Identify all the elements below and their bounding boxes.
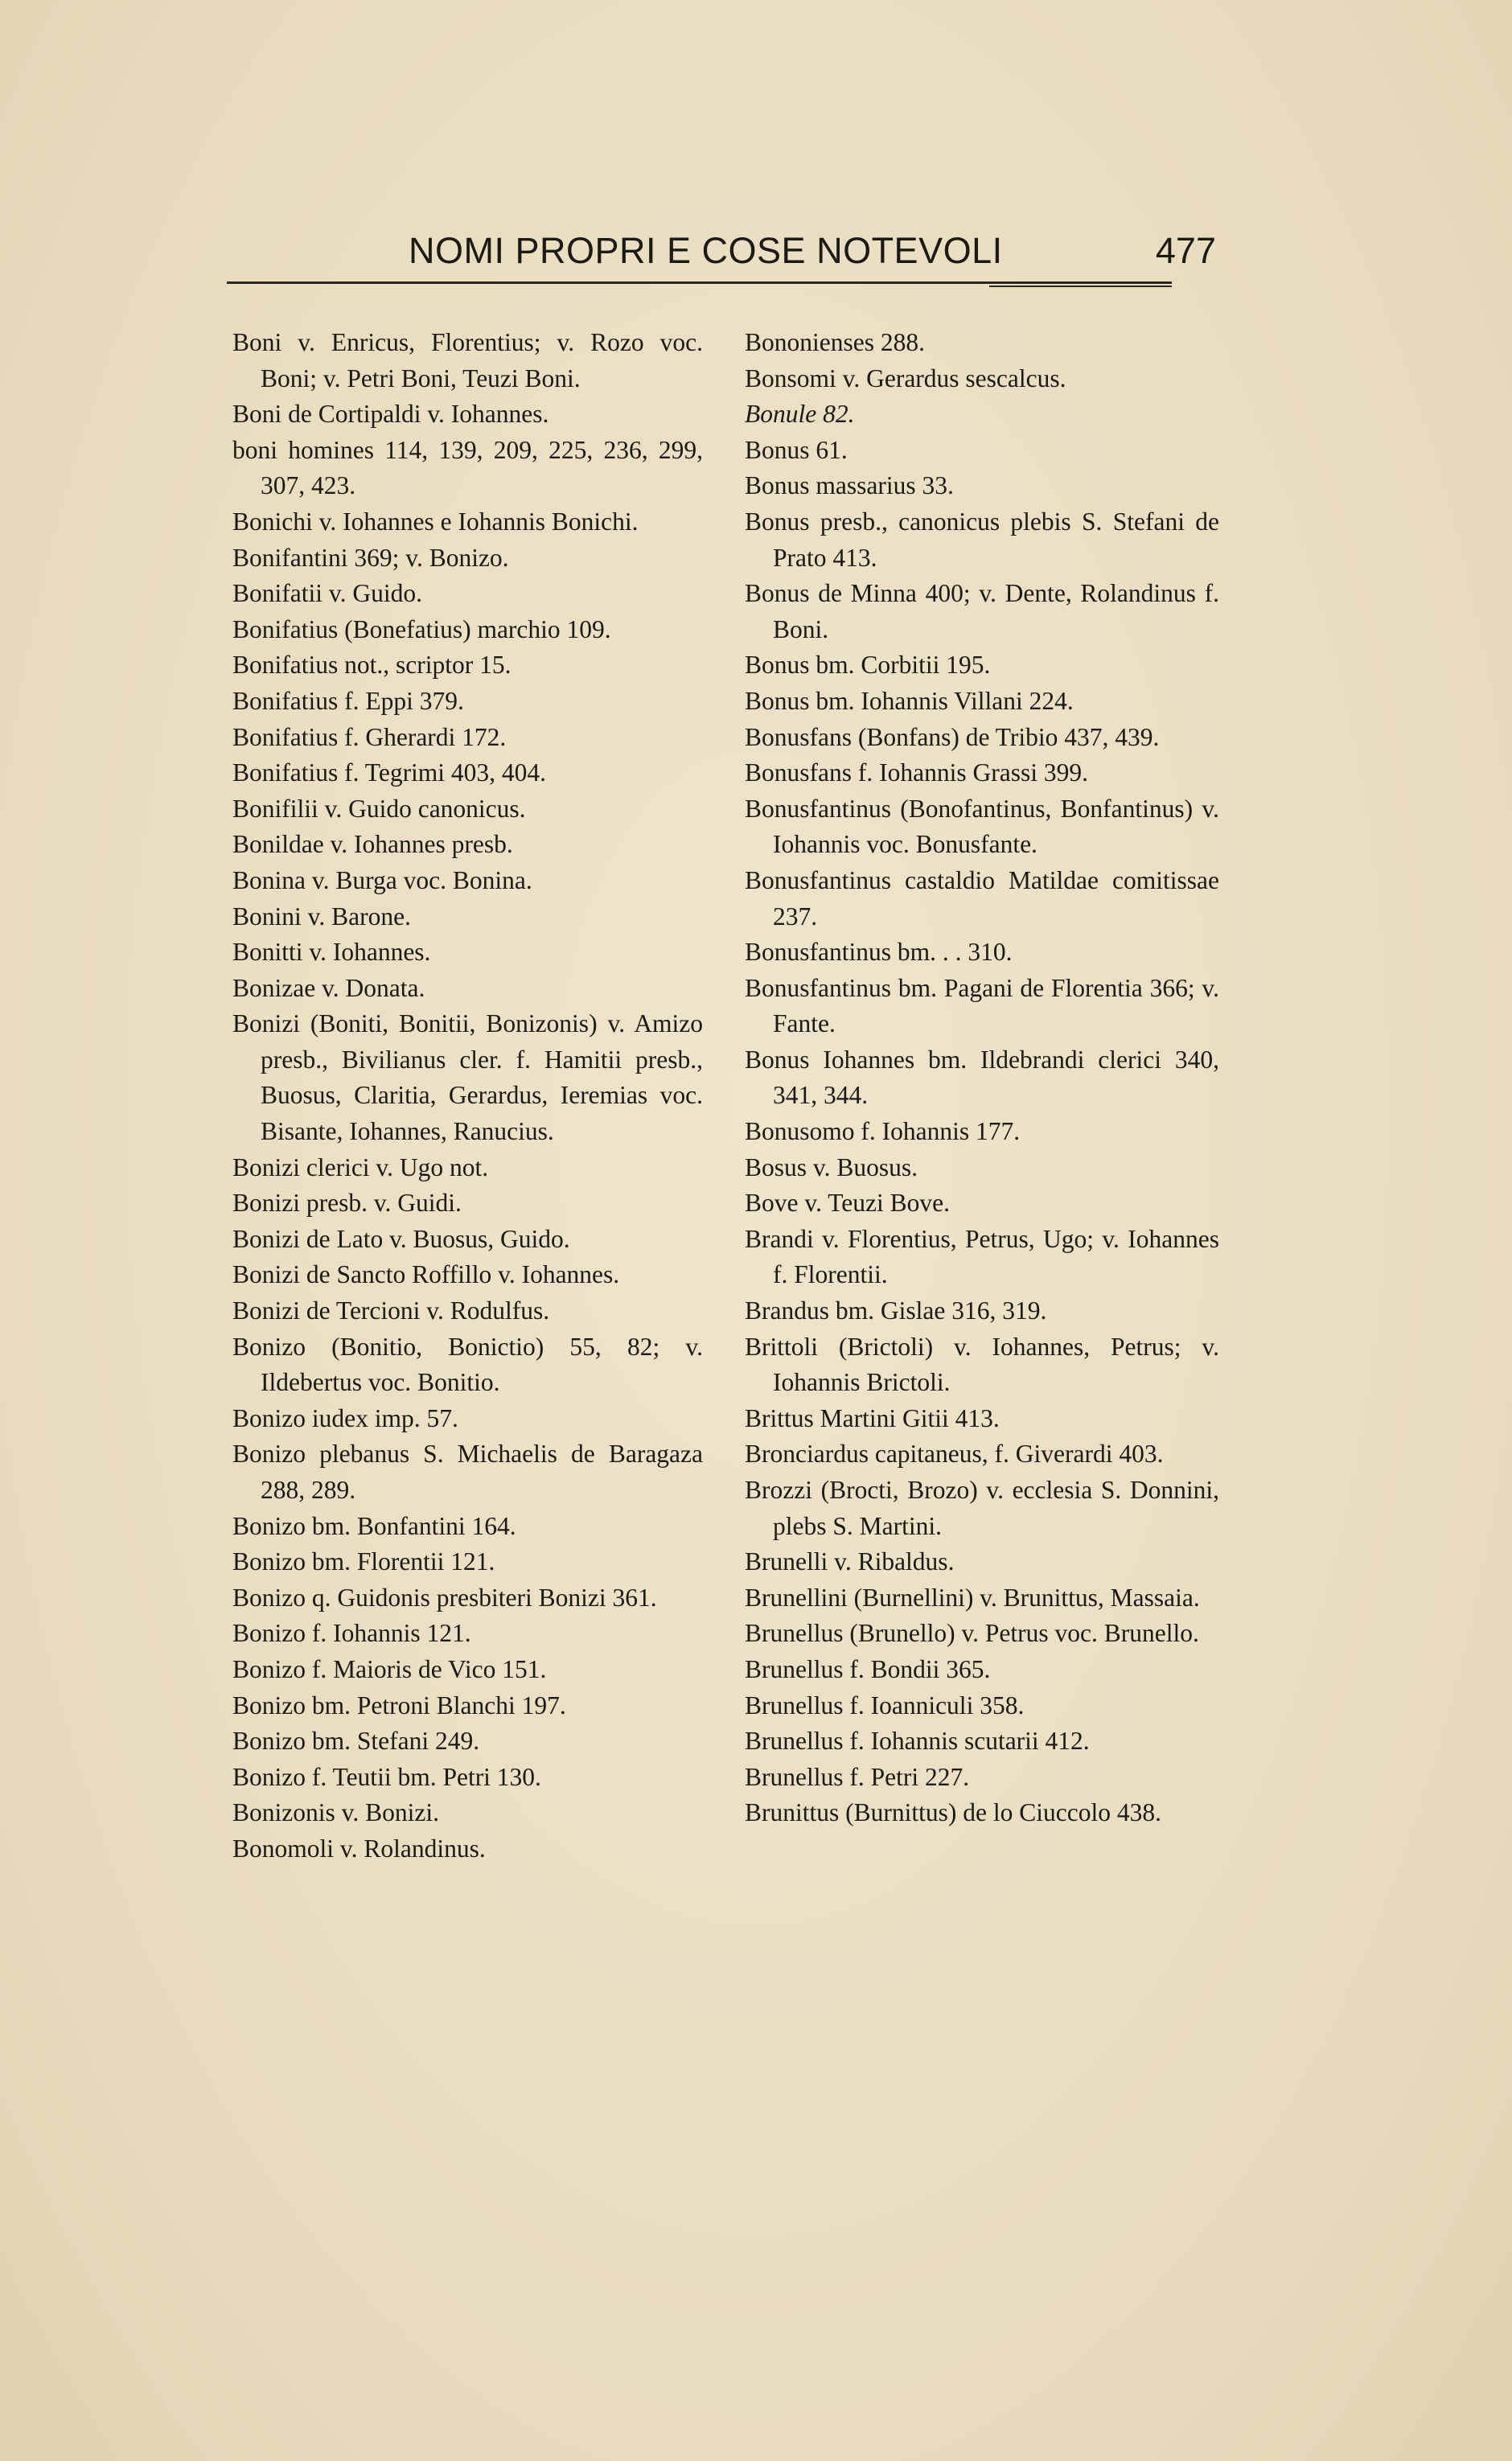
index-entry: Bonizo f. Iohannis 121. [232,1619,471,1648]
index-entry: Bonizi de Sancto Roffillo v. Iohannes. [232,1260,620,1289]
index-entry: Bonizo f. Teutii bm. Petri 130. [232,1762,541,1791]
index-entry: Bonus presb., canonicus plebis S. Stefani de Prato 413. [745,507,1219,572]
index-entry: Bonusfantinus bm. Pagani de Florentia 366; v. Fante. [745,973,1219,1038]
index-entry: Bronciardus capitaneus, f. Giverardi 403. [745,1440,1164,1469]
index-entry: Brunellus f. Petri 227. [745,1762,970,1791]
index-entry: Bonifatius f. Eppi 379. [232,686,464,715]
index-entry: Bonus Iohannes bm. Ildebrandi clerici 340, 341, 344. [745,1045,1219,1110]
index-entry: Bonizi clerici v. Ugo not. [232,1152,489,1181]
index-entry: Brittus Martini Gitii 413. [745,1403,1000,1432]
index-entry: Bonizi presb. v. Guidi. [232,1189,462,1218]
index-entry: Bove v. Teuzi Bove. [745,1189,950,1218]
index-entry: Bonomoli v. Rolandinus. [232,1834,486,1863]
index-entry: Bonizi de Lato v. Buosus, Guido. [232,1224,570,1253]
index-entry: Bonichi v. Iohannes e Iohannis Bonichi. [232,507,639,536]
index-entry: Bonusfantinus castaldio Matildae comitissae 237. [745,865,1219,931]
header-rule-double [989,286,1172,287]
index-entry: Bonizi de Tercioni v. Rodulfus. [232,1296,550,1325]
index-entry: Bonusfans f. Iohannis Grassi 399. [745,758,1088,787]
index-entry: Bonifantini 369; v. Bonizo. [232,543,509,572]
index-entry: Bonusfantinus bm. . . 310. [745,938,1013,967]
index-entry: Bononienses 288. [745,328,925,356]
index-entry: Brozzi (Brocti, Brozo) v. ecclesia S. Donnini, plebs S. Martini. [745,1476,1219,1540]
index-entry: Bonsomi v. Gerardus sescalcus. [745,364,1066,392]
index-entry: Bonifatius f. Gherardi 172. [232,722,507,751]
index-entry: Brandus bm. Gislae 316, 319. [745,1296,1047,1325]
index-entry: Bonizo bm. Florentii 121. [232,1547,495,1576]
index-entry: Bonizi (Boniti, Bonitii, Bonizonis) v. Amizo presb., Bivilianus cler. f. Hamitii presb., Buosus, Claritia, Gerardus, Ieremias voc. Bisante, Iohannes, Ranucius. [232,1009,703,1146]
index-entry: Bonina v. Burga voc. Bonina. [232,865,532,894]
index-entry: Brunellus (Brunello) v. Petrus voc. Brunello. [745,1619,1199,1648]
index-entry: Bonini v. Barone. [232,902,411,931]
page-number: 477 [1155,230,1216,271]
page-title: NOMI PROPRI E COSE NOTEVOLI [409,230,1003,271]
index-entry: Bonizo q. Guidonis presbiteri Bonizi 361. [232,1583,657,1612]
index-entry: Bonusfantinus (Bonofantinus, Bonfantinus) v. Iohannis voc. Bonusfante. [745,794,1219,859]
index-entry: Bosus v. Buosus. [745,1152,918,1181]
index-entry: Brunellus f. Bondii 365. [745,1654,991,1683]
index-entry: boni homines 114, 139, 209, 225, 236, 299, 307, 423. [232,435,703,500]
index-entry: Boni v. Enricus, Florentius; v. Rozo voc. Boni; v. Petri Boni, Teuzi Boni. [232,328,703,392]
index-entry: Bonus de Minna 400; v. Dente, Rolandinus f. Boni. [745,579,1219,643]
index-entry: Bonifatius f. Tegrimi 403, 404. [232,758,547,787]
index-entry: Bonizonis v. Bonizi. [232,1798,439,1827]
index-entry: Bonizae v. Donata. [232,973,425,1002]
index-entry: Bonus bm. Iohannis Villani 224. [745,686,1074,715]
index-entry: Bonildae v. Iohannes presb. [232,830,513,859]
index-entry: Bonizo (Bonitio, Bonictio) 55, 82; v. Ildebertus voc. Bonitio. [232,1332,703,1397]
index-entry: Brunellus f. Iohannis scutarii 412. [745,1727,1090,1756]
index-entry: Brunittus (Burnittus) de lo Ciuccolo 438. [745,1798,1161,1827]
index-entry: Bonus massarius 33. [745,471,954,500]
index-entry: Bonifatii v. Guido. [232,579,422,608]
index-entry: Bonifatius not., scriptor 15. [232,651,512,680]
index-entry: Bonizo bm. Petroni Blanchi 197. [232,1691,566,1719]
index-entry: Bonizo bm. Bonfantini 164. [232,1511,516,1540]
index-entry: Bonifatius (Bonefatius) marchio 109. [232,614,611,643]
index-column-right [745,325,1219,1831]
index-entry: Bonus bm. Corbitii 195. [745,651,991,680]
index-entry: Brittoli (Brictoli) v. Iohannes, Petrus; v. Iohannis Brictoli. [745,1332,1219,1397]
index-entry: Bonizo iudex imp. 57. [232,1403,458,1432]
index-entry: Brandi v. Florentius, Petrus, Ugo; v. Iohannes f. Florentii. [745,1224,1219,1289]
index-entry: Brunellus f. Ioanniculi 358. [745,1691,1025,1719]
index-entry: Bonusfans (Bonfans) de Tribio 437, 439. [745,722,1160,751]
header-rule [227,281,1172,284]
index-entry: Brunellini (Burnellini) v. Brunittus, Massaia. [745,1583,1200,1612]
running-head [227,225,1216,281]
index-entry: Bonifilii v. Guido canonicus. [232,794,526,823]
index-entry: Bonus 61. [745,435,848,464]
index-entry: Bonitti v. Iohannes. [232,938,431,967]
index-entry: Bonizo plebanus S. Michaelis de Baragaza 288, 289. [232,1440,703,1504]
index-column-left [232,325,703,1867]
index-entry: Bonizo bm. Stefani 249. [232,1727,480,1756]
index-entry: Bonusomo f. Iohannis 177. [745,1117,1021,1146]
index-entry: Boni de Cortipaldi v. Iohannes. [232,400,549,429]
index-entry-italic: Bonule 82. [745,400,855,429]
index-entry: Bonizo f. Maioris de Vico 151. [232,1654,547,1683]
index-entry: Brunelli v. Ribaldus. [745,1547,955,1576]
